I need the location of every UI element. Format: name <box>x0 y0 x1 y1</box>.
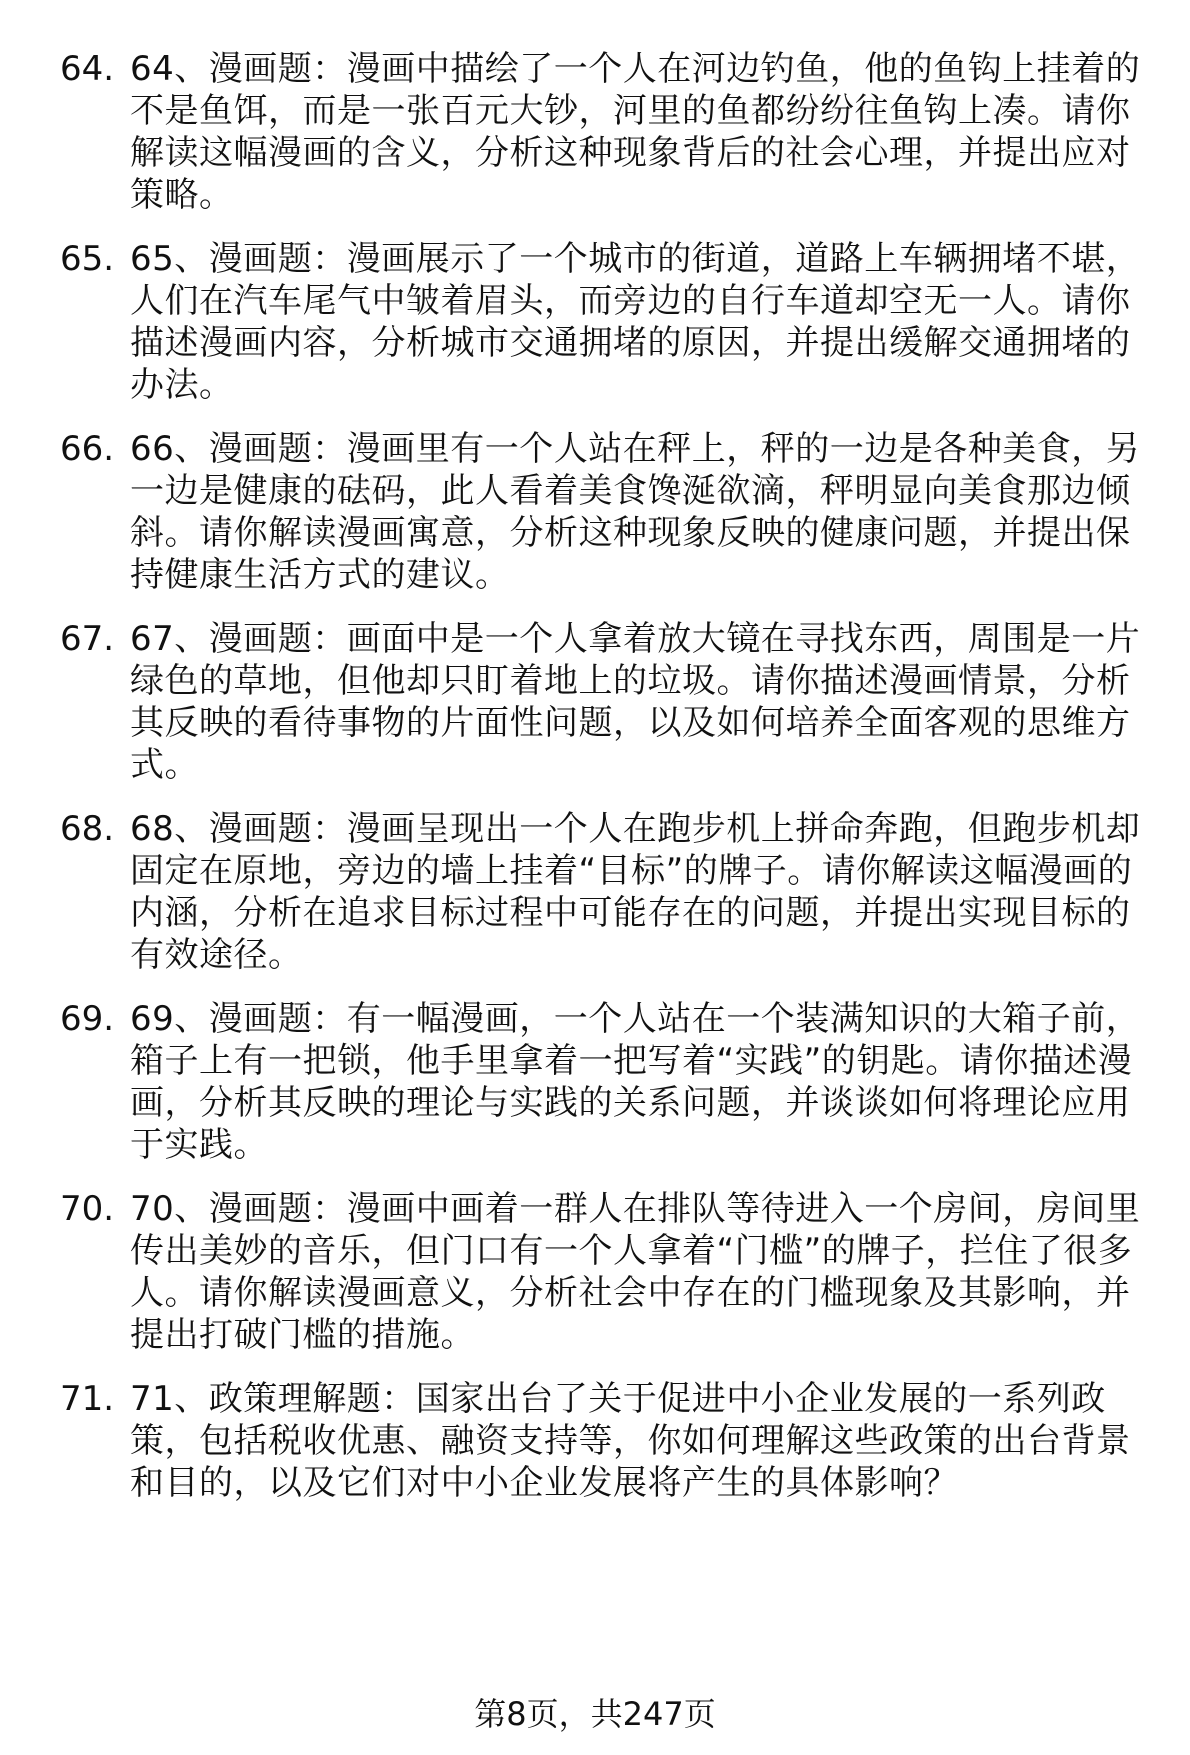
question-number: 71. <box>60 1379 115 1419</box>
question-number: 66. <box>60 429 115 469</box>
question-number: 69. <box>60 999 115 1039</box>
question-number: 64. <box>60 49 115 89</box>
question-text: 69、漫画题：有一幅漫画，一个人站在一个装满知识的大箱子前，箱子上有一把锁，他手里拿着一把写着“实践”的钥匙。请你描述漫画，分析其反映的理论与实践的关系问题，并谈谈如何将理论应用于实践。 <box>130 999 1141 1165</box>
question-text: 67、漫画题：画面中是一个人拿着放大镜在寻找东西，周围是一片绿色的草地，但他却只盯着地上的垃圾。请你描述漫画情景，分析其反映的看待事物的片面性问题，以及如何培养全面客观的思维方式。 <box>130 619 1141 785</box>
question-text: 68、漫画题：漫画呈现出一个人在跑步机上拼命奔跑，但跑步机却固定在原地，旁边的墙上挂着“目标”的牌子。请你解读这幅漫画的内涵，分析在追求目标过程中可能存在的问题，并提出实现目标的有效途径。 <box>130 809 1141 975</box>
question-number: 67. <box>60 619 115 659</box>
question-text: 70、漫画题：漫画中画着一群人在排队等待进入一个房间，房间里传出美妙的音乐，但门口有一个人拿着“门槛”的牌子，拦住了很多人。请你解读漫画意义，分析社会中存在的门槛现象及其影响，并提出打破门槛的措施。 <box>130 1189 1141 1355</box>
question-number: 70. <box>60 1189 115 1229</box>
question-text: 71、政策理解题：国家出台了关于促进中小企业发展的一系列政策，包括税收优惠、融资支持等，你如何理解这些政策的出台背景和目的，以及它们对中小企业发展将产生的具体影响？ <box>130 1379 1131 1503</box>
question-number: 65. <box>60 239 115 279</box>
question-text: 66、漫画题：漫画里有一个人站在秤上，秤的一边是各种美食，另一边是健康的砝码，此人看着美食馋涎欲滴，秤明显向美食那边倾斜。请你解读漫画寓意，分析这种现象反映的健康问题，并提出保持健康生活方式的建议。 <box>130 429 1141 595</box>
question-text: 64、漫画题：漫画中描绘了一个人在河边钓鱼，他的鱼钩上挂着的不是鱼饵，而是一张百元大钞，河里的鱼都纷纷往鱼钩上凑。请你解读这幅漫画的含义，分析这种现象背后的社会心理，并提出应对策略。 <box>130 49 1141 215</box>
page-footer <box>0 1694 1190 1734</box>
question-text: 65、漫画题：漫画展示了一个城市的街道，道路上车辆拥堵不堪，人们在汽车尾气中皱着眉头，而旁边的自行车道却空无一人。请你描述漫画内容，分析城市交通拥堵的原因，并提出缓解交通拥堵的办法。 <box>130 239 1141 405</box>
page-number-label: 第8页，共247页 <box>474 1695 716 1733</box>
question-number: 68. <box>60 809 115 849</box>
